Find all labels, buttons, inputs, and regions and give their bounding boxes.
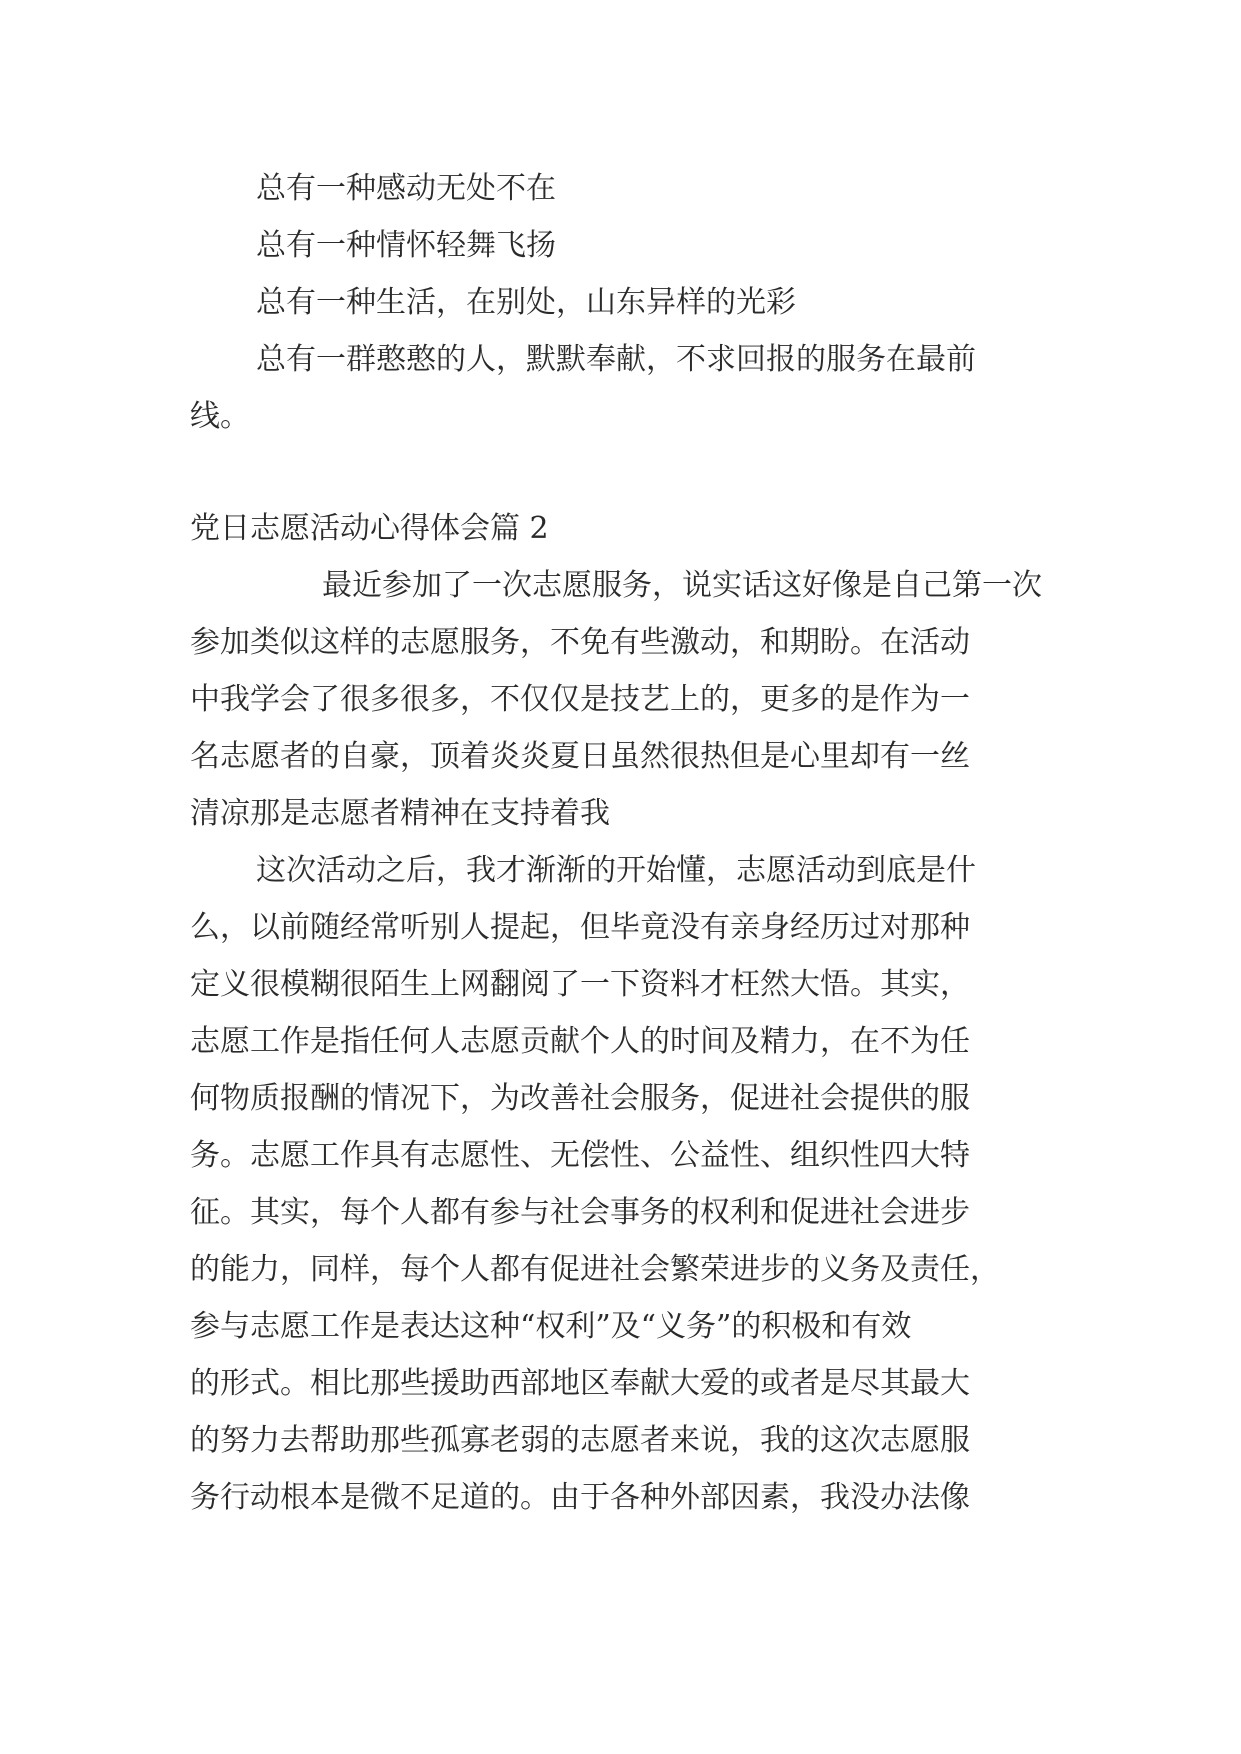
paragraph-line: 参与志愿工作是表达这种“权利”及“义务”的积极和有效 bbox=[190, 1309, 912, 1344]
paragraph-line: 务行动根本是微不足道的。由于各种外部因素，我没办法像 bbox=[190, 1480, 970, 1515]
paragraph-line: 最近参加了一次志愿服务，说实话这好像是自己第一次 bbox=[322, 568, 1042, 603]
paragraph-line: 中我学会了很多很多，不仅仅是技艺上的，更多的是作为一 bbox=[190, 682, 970, 717]
poem-line: 总有一种感动无处不在 bbox=[256, 171, 556, 206]
paragraph-line: 参加类似这样的志愿服务，不免有些激动，和期盼。在活动 bbox=[190, 625, 970, 660]
poem-line: 总有一种情怀轻舞飞扬 bbox=[256, 228, 556, 263]
paragraph-1 bbox=[190, 557, 1050, 842]
paragraph-line: 的能力，同样，每个人都有促进社会繁荣进步的义务及责任， bbox=[190, 1252, 1000, 1287]
paragraph-line: 么，以前随经常听别人提起，但毕竟没有亲身经历过对那种 bbox=[190, 910, 970, 945]
poem-block bbox=[190, 160, 1050, 445]
paragraph-2 bbox=[190, 842, 1050, 1526]
paragraph-line: 定义很模糊很陌生上网翻阅了一下资料才枉然大悟。其实， bbox=[190, 967, 970, 1002]
paragraph-line: 清凉那是志愿者精神在支持着我 bbox=[190, 796, 610, 831]
paragraph-line: 征。其实，每个人都有参与社会事务的权利和促进社会进步 bbox=[190, 1195, 970, 1230]
paragraph-line: 的努力去帮助那些孤寡老弱的志愿者来说，我的这次志愿服 bbox=[190, 1423, 970, 1458]
paragraph-line: 何物质报酬的情况下，为改善社会服务，促进社会提供的服 bbox=[190, 1081, 970, 1116]
poem-line: 总有一种生活，在别处，山东异样的光彩 bbox=[256, 285, 796, 320]
section-title: 党日志愿活动心得体会篇 2 bbox=[190, 511, 549, 546]
paragraph-line: 志愿工作是指任何人志愿贡献个人的时间及精力，在不为任 bbox=[190, 1024, 970, 1059]
poem-line: 总有一群憨憨的人，默默奉献，不求回报的服务在最前 bbox=[256, 342, 976, 377]
document-body bbox=[190, 160, 1050, 1526]
poem-line: 线。 bbox=[190, 399, 250, 434]
paragraph-line: 名志愿者的自豪，顶着炎炎夏日虽然很热但是心里却有一丝 bbox=[190, 739, 970, 774]
paragraph-line: 这次活动之后，我才渐渐的开始懂，志愿活动到底是什 bbox=[256, 853, 976, 888]
paragraph-line: 的形式。相比那些援助西部地区奉献大爱的或者是尽其最大 bbox=[190, 1366, 970, 1401]
paragraph-line: 务。志愿工作具有志愿性、无偿性、公益性、组织性四大特 bbox=[190, 1138, 970, 1173]
